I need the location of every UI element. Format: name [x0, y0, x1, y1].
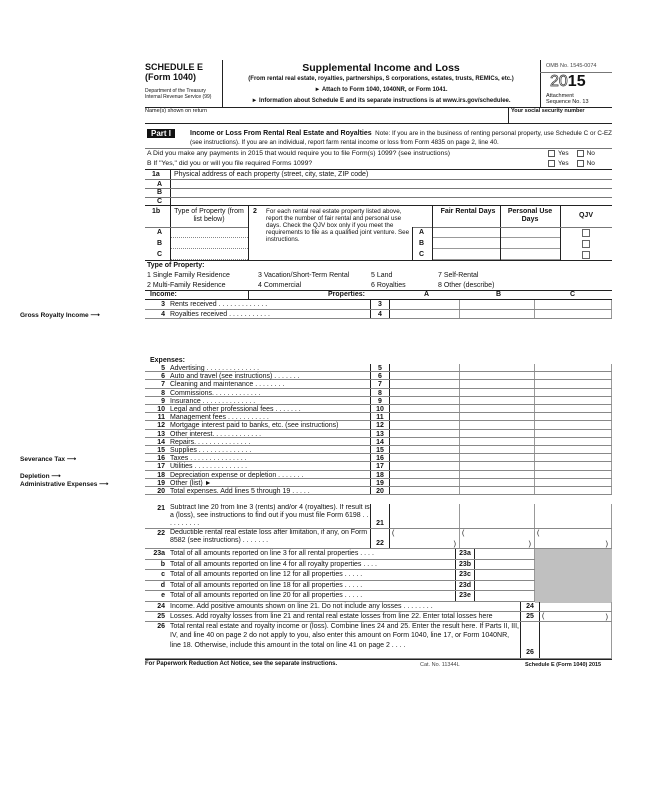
line-5 — [145, 364, 612, 372]
amount-input-b[interactable] — [460, 438, 535, 445]
line-label: Cleaning and maintenance . . . . . . . . — [170, 381, 285, 389]
paren: ) — [605, 613, 608, 621]
line-11 — [145, 413, 612, 421]
qjv-checkbox[interactable] — [582, 229, 590, 237]
amount-input-b[interactable] — [460, 421, 535, 428]
line-label: Royalties received . . . . . . . . . . . — [170, 310, 270, 318]
line-box-number: 8 — [370, 389, 390, 396]
amount-input-a[interactable] — [390, 364, 460, 371]
line-number: 12 — [157, 422, 165, 430]
address-b-input[interactable] — [171, 189, 611, 197]
department: Department of the Treasury Internal Revenue Service (99) — [145, 88, 212, 100]
line-15 — [145, 446, 612, 454]
line-label: Rents received . . . . . . . . . . . . . — [170, 301, 268, 308]
amount-input-a[interactable] — [390, 389, 460, 396]
amount-input-a[interactable] — [390, 430, 460, 437]
line-box-number: 6 — [370, 372, 390, 379]
paren: ) — [528, 541, 531, 548]
line-23a — [145, 549, 612, 560]
line-18 — [145, 471, 612, 479]
amount-input-a[interactable] — [390, 380, 460, 387]
fair-rental-days-input[interactable] — [433, 238, 500, 249]
line-number: 11 — [157, 414, 165, 422]
footer-paperwork-notice: For Paperwork Reduction Act Notice, see the separate instructions. — [145, 661, 338, 667]
amount-input-a[interactable] — [390, 454, 460, 461]
line-label: Total of all amounts reported on line 4 for all royalty properties . . . . — [170, 560, 377, 568]
annotation-depletion: Depletion ⟶ — [20, 472, 61, 480]
type-6: 6 Royalties — [371, 282, 406, 289]
line-1a-label: Physical address of each property (street, city, state, ZIP code) — [174, 171, 369, 178]
address-c-input[interactable] — [171, 198, 611, 205]
line-23e — [145, 591, 612, 602]
line-box-number: 13 — [370, 430, 390, 437]
question-a: A Did you make any payments in 2015 that would require you to file Form(s) 1099? (see instructions) — [147, 150, 450, 157]
line-box-number: 23b — [455, 560, 475, 570]
line-number: 14 — [157, 438, 165, 446]
line-box-number: 16 — [370, 454, 390, 461]
amount-input-a[interactable] — [390, 421, 460, 428]
amount-input-a[interactable] — [540, 602, 612, 611]
line-box-number: 17 — [370, 462, 390, 469]
address-c-label: C — [157, 198, 163, 205]
address-a-label: A — [157, 181, 163, 188]
line-12 — [145, 421, 612, 429]
no-checkbox[interactable] — [577, 150, 584, 157]
line-number: 16 — [157, 455, 165, 463]
amount-input-a[interactable] — [390, 300, 460, 309]
line-number: 21 — [157, 505, 165, 512]
line-box-number: 14 — [370, 438, 390, 445]
line-number: 7 — [161, 381, 165, 389]
line-number: 18 — [157, 471, 165, 479]
line-label: Total rental real estate and royalty income or (loss). Combine lines 24 and 25. Enter the result here. If Parts II, III, IV, and line 40 on page 2 do not apply to you, also enter this amount on Form 1040, line 17, or Form 1040NR, line 18. Otherwise, include this amount in the total on line 41 on page 2 . . . . — [170, 622, 520, 649]
line-box-number: 3 — [370, 300, 390, 309]
line-number: 17 — [157, 463, 165, 471]
column-c-header: C — [570, 291, 576, 298]
line-box-number: 10 — [370, 405, 390, 412]
no-checkbox[interactable] — [577, 160, 584, 167]
amount-input-c[interactable] — [535, 438, 612, 445]
type-8: 8 Other (describe) — [438, 282, 495, 289]
amount-input-c[interactable] — [535, 446, 612, 453]
amount-input-b[interactable] — [460, 479, 535, 486]
question-b-options: Yes No — [540, 160, 595, 167]
line-box-number: 21 — [370, 504, 390, 528]
line-17 — [145, 462, 612, 470]
line-10 — [145, 405, 612, 413]
amount-input-a[interactable] — [479, 581, 535, 591]
amount-input-a[interactable]: ( ) — [540, 612, 612, 621]
line-box-number: 18 — [370, 471, 390, 478]
line-label: Other interest. . . . . . . . . . . . . — [170, 430, 262, 438]
amount-input-b[interactable] — [460, 471, 535, 478]
line-label: Subtract line 20 from line 3 (rents) and/or 4 (royalties). If result is a (loss), see instructions to find out if you must file Form 6198 . . . . . . . . . . — [170, 504, 370, 527]
annotation-administrative: Administrative Expenses ⟶ — [20, 480, 109, 488]
line-7 — [145, 380, 612, 388]
line-number: 19 — [157, 479, 165, 487]
line-label: Advertising . . . . . . . . . . . . . . — [170, 365, 260, 372]
line-number: 20 — [157, 488, 165, 495]
line-label: Mortgage interest paid to banks, etc. (see instructions) — [170, 422, 339, 430]
amount-input-c[interactable] — [535, 397, 612, 404]
line-box-number: 4 — [370, 310, 390, 319]
line-label: Total of all amounts reported on line 20 for all properties . . . . . — [170, 592, 363, 599]
form-subtitle: (From rental real estate, royalties, partnerships, S corporations, estates, trusts, REMICs, etc.) — [248, 76, 514, 82]
paren: ) — [453, 541, 456, 548]
schedule-label: SCHEDULE E (Form 1040) — [145, 62, 204, 82]
amount-input-a[interactable] — [390, 397, 460, 404]
line-number: 15 — [157, 447, 165, 454]
type-3: 3 Vacation/Short-Term Rental — [258, 272, 350, 279]
question-b: B If "Yes," did you or will you file required Forms 1099? — [147, 160, 313, 167]
amount-input-c[interactable] — [535, 372, 612, 379]
question-a-options: Yes No — [540, 150, 595, 157]
amount-input-c[interactable] — [535, 430, 612, 437]
amount-input-b[interactable]: ( ) — [460, 529, 535, 548]
amount-input-c[interactable] — [535, 380, 612, 387]
line-label: Total of all amounts reported on line 18 for all properties . . . . . — [170, 581, 363, 589]
line-label: Deductible rental real estate loss after limitation, if any, on Form 8582 (see instructions) . . . . . . . — [170, 529, 368, 544]
amount-input-a[interactable] — [390, 372, 460, 379]
line-21 — [145, 504, 612, 529]
annotation-severance: Severance Tax ⟶ — [20, 456, 77, 464]
amount-input-c[interactable] — [535, 364, 612, 371]
amount-input-b[interactable] — [460, 389, 535, 396]
amount-input-b[interactable] — [460, 380, 535, 387]
names-label: Name(s) shown on return — [145, 108, 208, 114]
line-23d — [145, 581, 612, 592]
column-b-header: B — [496, 291, 502, 298]
line-number: 23a — [153, 550, 165, 557]
amount-input-b[interactable] — [460, 487, 535, 494]
line-box-number: 23e — [455, 591, 475, 601]
line-9 — [145, 397, 612, 405]
line-23b — [145, 560, 612, 571]
amount-input-c[interactable] — [535, 389, 612, 396]
type-4: 4 Commercial — [258, 282, 302, 289]
qjv-checkbox[interactable] — [582, 251, 590, 259]
type-of-property-title: Type of Property: — [147, 262, 205, 269]
footer-cat-number: Cat. No. 11344L — [420, 662, 460, 668]
line-14 — [145, 438, 612, 446]
line-2-instructions: For each rental real estate property listed above, report the number of fair rental and personal use days. Check the QJV box only if you meet the requirements to file as a qualified joint venture. See instructions. — [266, 208, 410, 243]
property-label: B — [157, 240, 163, 247]
part-badge: Part I — [147, 129, 175, 138]
type-2: 2 Multi-Family Residence — [147, 282, 226, 289]
line-number: d — [160, 581, 165, 589]
line-box-number: 7 — [370, 380, 390, 387]
line-label: Depreciation expense or depletion . . . . . . . — [170, 471, 304, 479]
column-a-header: A — [424, 291, 430, 298]
line-number: 22 — [157, 530, 165, 537]
amount-input-b[interactable] — [460, 405, 535, 412]
amount-input-b[interactable] — [460, 504, 535, 528]
amount-input-b[interactable] — [460, 454, 535, 461]
line-label: Utilities . . . . . . . . . . . . . . — [170, 463, 248, 471]
line-box-number: 23d — [455, 581, 475, 591]
line-label: Commissions. . . . . . . . . . . . . — [170, 389, 261, 397]
personal-use-days-input[interactable] — [501, 238, 560, 249]
line-label: Supplies . . . . . . . . . . . . . . — [170, 447, 252, 454]
line-label: Taxes . . . . . . . . . . . . . . . — [170, 455, 247, 463]
form-title: Supplemental Income and Loss — [302, 62, 460, 74]
type-1: 1 Single Family Residence — [147, 272, 230, 279]
part-title: Income or Loss From Rental Real Estate and Royalties Note: If you are in the business of renting personal property, use Schedule C or C-EZ (see instructions). If you are an individual, report farm rental income or loss from Form 4835 on page 2, line 40. — [190, 130, 613, 146]
line-number: 10 — [157, 406, 165, 413]
tax-year: 2015 — [550, 73, 586, 90]
property-type-input[interactable] — [171, 249, 248, 260]
line-label: Auto and travel (see instructions) . . . . . . . — [170, 373, 300, 381]
line-number: 25 — [157, 612, 165, 620]
amount-input-c[interactable]: ( ) — [535, 529, 612, 548]
personal-use-days-header: Personal Use Days — [507, 208, 553, 223]
line-number: 6 — [161, 373, 165, 381]
amount-input-b[interactable] — [460, 462, 535, 469]
line-box-number: 25 — [520, 612, 540, 621]
line-box-number: 15 — [370, 446, 390, 453]
fair-rental-days-header: Fair Rental Days — [440, 208, 496, 215]
amount-input-c[interactable] — [535, 471, 612, 478]
line-number: 13 — [157, 430, 165, 438]
line-box-number: 5 — [370, 364, 390, 371]
line-3 — [145, 300, 612, 310]
amount-input-a[interactable] — [479, 570, 535, 580]
address-a-input[interactable] — [171, 180, 611, 188]
personal-use-days-input[interactable] — [501, 249, 560, 260]
property-label: C — [419, 251, 425, 258]
amount-input-a[interactable] — [390, 405, 460, 412]
amount-input-b[interactable] — [460, 300, 535, 309]
type-of-property-header: Type of Property (from list below) — [174, 208, 244, 223]
type-7: 7 Self-Rental — [438, 272, 479, 279]
amount-input-b[interactable] — [460, 310, 535, 319]
info-note: ► Information about Schedule E and its separate instructions is at www.irs.gov/schedulee. — [251, 98, 511, 104]
attachment-sequence: Attachment Sequence No. 13 — [546, 93, 589, 105]
line-label: Insurance . . . . . . . . . . . . . . — [170, 397, 256, 405]
line-6 — [145, 372, 612, 380]
line-25 — [145, 612, 612, 622]
line-number: b — [160, 560, 165, 568]
annotation-gross: Gross Royalty Income ⟶ — [20, 311, 100, 319]
fair-rental-days-input[interactable] — [433, 249, 500, 260]
qjv-checkbox[interactable] — [582, 240, 590, 248]
property-type-input[interactable] — [171, 227, 248, 238]
paren: ) — [605, 541, 608, 548]
line-8 — [145, 389, 612, 397]
amount-input-c[interactable] — [535, 462, 612, 469]
line-19 — [145, 479, 612, 487]
line-box-number: 19 — [370, 479, 390, 486]
amount-input-b[interactable] — [460, 364, 535, 371]
amount-input-a[interactable] — [390, 487, 460, 494]
line-box-number: 22 — [370, 529, 390, 548]
properties-header: Properties: — [328, 291, 365, 298]
amount-input-b[interactable] — [460, 446, 535, 453]
qjv-header: QJV — [578, 212, 593, 219]
property-label: B — [419, 240, 425, 247]
amount-input-a[interactable] — [479, 549, 535, 559]
line-label: Total expenses. Add lines 5 through 19 . . . . . — [170, 488, 310, 495]
line-26 — [145, 622, 612, 659]
line-1a-number: 1a — [152, 171, 160, 178]
amount-input-c[interactable] — [535, 479, 612, 486]
line-number: 8 — [161, 389, 165, 397]
line-label: Income. Add positive amounts shown on line 21. Do not include any losses . . . . . . . . — [170, 602, 433, 610]
line-16 — [145, 454, 612, 462]
amount-input-a[interactable] — [390, 310, 460, 319]
line-label: Total of all amounts reported on line 3 for all rental properties . . . . — [170, 550, 374, 557]
amount-input-b[interactable] — [460, 413, 535, 420]
line-24 — [145, 602, 612, 612]
type-5: 5 Land — [371, 272, 393, 279]
amount-input-b[interactable] — [460, 430, 535, 437]
personal-use-days-input[interactable] — [501, 227, 560, 238]
amount-input-a[interactable] — [390, 479, 460, 486]
amount-input-a[interactable] — [390, 471, 460, 478]
yes-checkbox[interactable] — [548, 150, 555, 157]
amount-input-c[interactable] — [535, 454, 612, 461]
amount-input-a[interactable] — [390, 446, 460, 453]
line-box-number: 24 — [520, 602, 540, 611]
line-label: Total of all amounts reported on line 12 for all properties . . . . . — [170, 571, 363, 578]
line-label: Legal and other professional fees . . . . . . . — [170, 406, 301, 413]
line-box-number: 12 — [370, 421, 390, 428]
line-box-number: 26 — [520, 622, 540, 658]
amount-input-c[interactable] — [535, 504, 612, 528]
property-label: C — [157, 251, 163, 258]
amount-input-a[interactable] — [390, 462, 460, 469]
line-box-number: 9 — [370, 397, 390, 404]
line-number: e — [161, 592, 165, 599]
line-label: Repairs. . . . . . . . . . . . . . . — [170, 438, 251, 446]
line-number: c — [161, 571, 165, 578]
line-13 — [145, 430, 612, 438]
amount-input-c[interactable] — [535, 413, 612, 420]
line-1b-number: 1b — [152, 208, 161, 215]
amount-input-a[interactable] — [479, 591, 535, 601]
amount-input-a[interactable] — [390, 438, 460, 445]
attach-note: ► Attach to Form 1040, 1040NR, or Form 1041. — [314, 87, 448, 93]
yes-checkbox[interactable] — [548, 160, 555, 167]
amount-input-a[interactable] — [390, 504, 460, 528]
line-2-number: 2 — [253, 208, 257, 215]
amount-input-b[interactable] — [460, 397, 535, 404]
line-label: Losses. Add royalty losses from line 21 and rental real estate losses from line 22. Enter total losses here — [170, 612, 493, 620]
amount-input-b[interactable] — [460, 372, 535, 379]
omb-number: OMB No. 1545-0074 — [546, 63, 597, 69]
address-b-label: B — [157, 189, 163, 196]
line-label: Management fees . . . . . . . . . . . — [170, 414, 269, 422]
amount-input-c[interactable] — [535, 421, 612, 428]
amount-input-c[interactable] — [535, 310, 612, 319]
expenses-header: Expenses: — [150, 357, 186, 364]
line-number: 24 — [157, 602, 165, 610]
amount-input-c[interactable] — [535, 405, 612, 412]
line-box-number: 20 — [370, 487, 390, 494]
amount-input-c[interactable] — [535, 300, 612, 309]
ssn-label: Your social security number — [511, 108, 585, 114]
amount-input-a[interactable] — [540, 622, 612, 658]
line-number: 4 — [161, 310, 165, 318]
income-header: Income: — [150, 291, 177, 298]
footer-form-id: Schedule E (Form 1040) 2015 — [525, 662, 602, 668]
line-number: 3 — [161, 301, 165, 308]
line-4 — [145, 310, 612, 320]
line-number: 9 — [161, 397, 165, 405]
amount-input-c[interactable] — [535, 487, 612, 494]
line-box-number: 11 — [370, 413, 390, 420]
amount-input-a[interactable]: ( ) — [390, 529, 460, 548]
line-23c — [145, 570, 612, 581]
line-label: Other (list) ► — [170, 479, 212, 487]
line-box-number: 23c — [455, 570, 475, 580]
amount-input-a[interactable] — [479, 560, 535, 570]
line-22 — [145, 529, 612, 549]
line-number: 5 — [161, 365, 165, 372]
property-label: A — [157, 229, 163, 236]
property-label: A — [419, 229, 425, 236]
line-number: 26 — [157, 622, 165, 630]
amount-input-a[interactable] — [390, 413, 460, 420]
line-20 — [145, 487, 612, 495]
line-box-number: 23a — [455, 549, 475, 559]
fair-rental-days-input[interactable] — [433, 227, 500, 238]
property-type-input[interactable] — [171, 238, 248, 249]
